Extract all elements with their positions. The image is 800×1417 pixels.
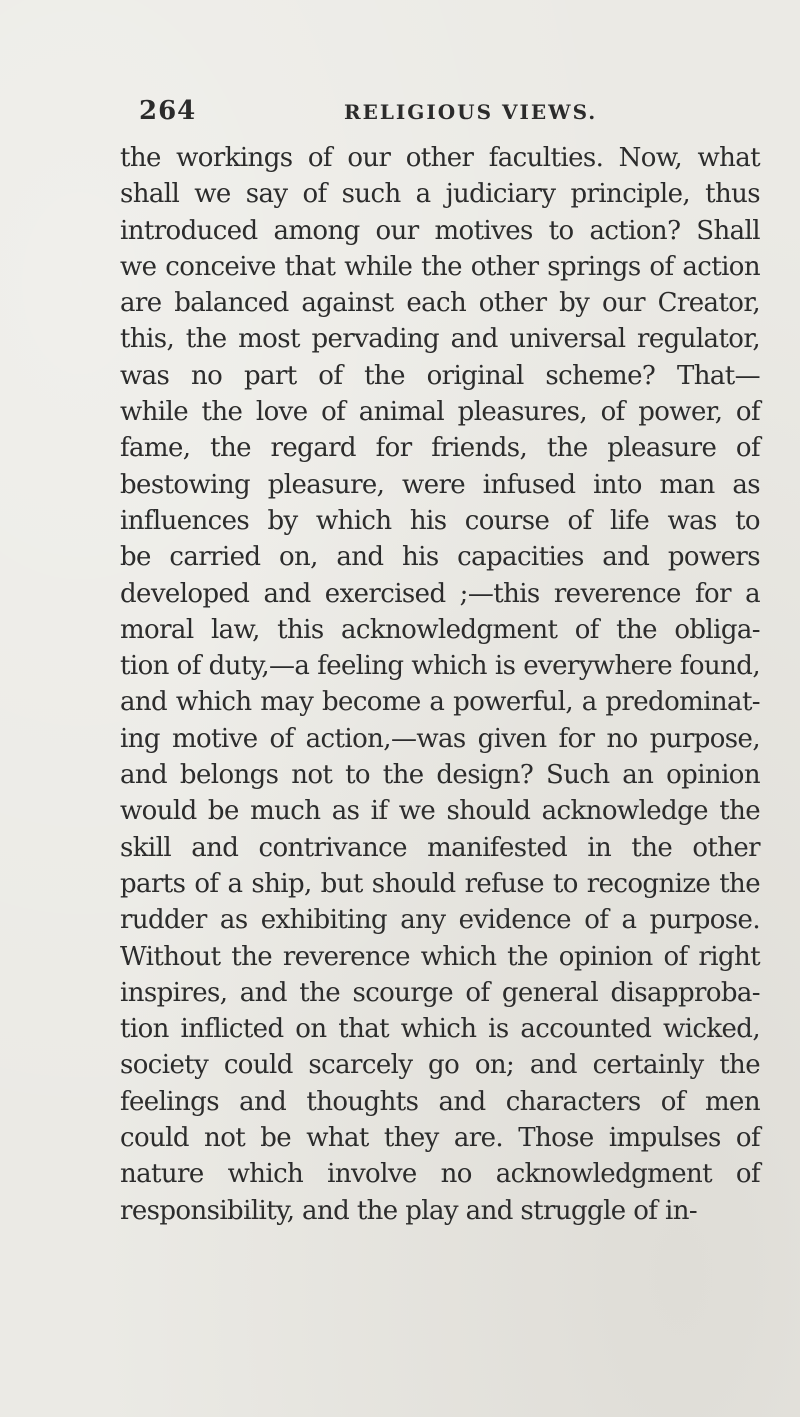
text-line: tion inflicted on that which is accounted wicked, xyxy=(120,1014,760,1045)
text-line: would be much as if we should acknowledge the xyxy=(120,796,760,827)
text-line: was no part of the original scheme? That— xyxy=(120,360,760,391)
text-line: could not be what they are. Those impulses of xyxy=(120,1123,760,1154)
running-title: RELIGIOUS VIEWS. xyxy=(344,100,598,124)
text-line: are balanced against each other by our Creator, xyxy=(120,288,760,319)
text-line: introduced among our motives to action? Shall xyxy=(120,215,760,246)
text-line: rudder as exhibiting any evidence of a purpose. xyxy=(120,905,760,936)
text-line: ing motive of action,—was given for no purpose, xyxy=(120,723,760,754)
text-line: responsibility, and the play and struggle of in- xyxy=(120,1195,698,1226)
text-line: bestowing pleasure, were infused into man as xyxy=(120,469,760,500)
text-line: this, the most pervading and universal regulator, xyxy=(120,324,760,355)
text-line: and belongs not to the design? Such an opinion xyxy=(120,760,760,791)
text-line: while the love of animal pleasures, of power, of xyxy=(120,397,760,428)
text-line: be carried on, and his capacities and powers xyxy=(120,542,760,573)
text-line: nature which involve no acknowledgment of xyxy=(120,1159,760,1190)
text-line: moral law, this acknowledgment of the obliga- xyxy=(120,614,760,645)
text-line: society could scarcely go on; and certainly the xyxy=(120,1050,760,1081)
text-line: tion of duty,—a feeling which is everywhere found, xyxy=(120,651,760,682)
text-line: we conceive that while the other springs of action xyxy=(120,251,760,282)
body-text xyxy=(120,140,760,1229)
text-line: inspires, and the scourge of general disapproba- xyxy=(120,977,760,1008)
text-line: developed and exercised ;—this reverence for a xyxy=(120,578,760,609)
text-line: shall we say of such a judiciary principle, thus xyxy=(120,179,760,210)
running-head xyxy=(139,88,779,128)
text-line: feelings and thoughts and characters of men xyxy=(120,1086,760,1117)
text-line: fame, the regard for friends, the pleasure of xyxy=(120,433,760,464)
text-line: and which may become a powerful, a predominat- xyxy=(120,687,760,718)
text-line: Without the reverence which the opinion of right xyxy=(120,941,760,972)
text-line: the workings of our other faculties. Now, what xyxy=(120,143,760,173)
text-line: parts of a ship, but should refuse to recognize the xyxy=(120,868,760,899)
text-line: influences by which his course of life was to xyxy=(120,505,760,536)
text-line: skill and contrivance manifested in the other xyxy=(120,832,760,863)
page-number: 264 xyxy=(139,96,197,126)
